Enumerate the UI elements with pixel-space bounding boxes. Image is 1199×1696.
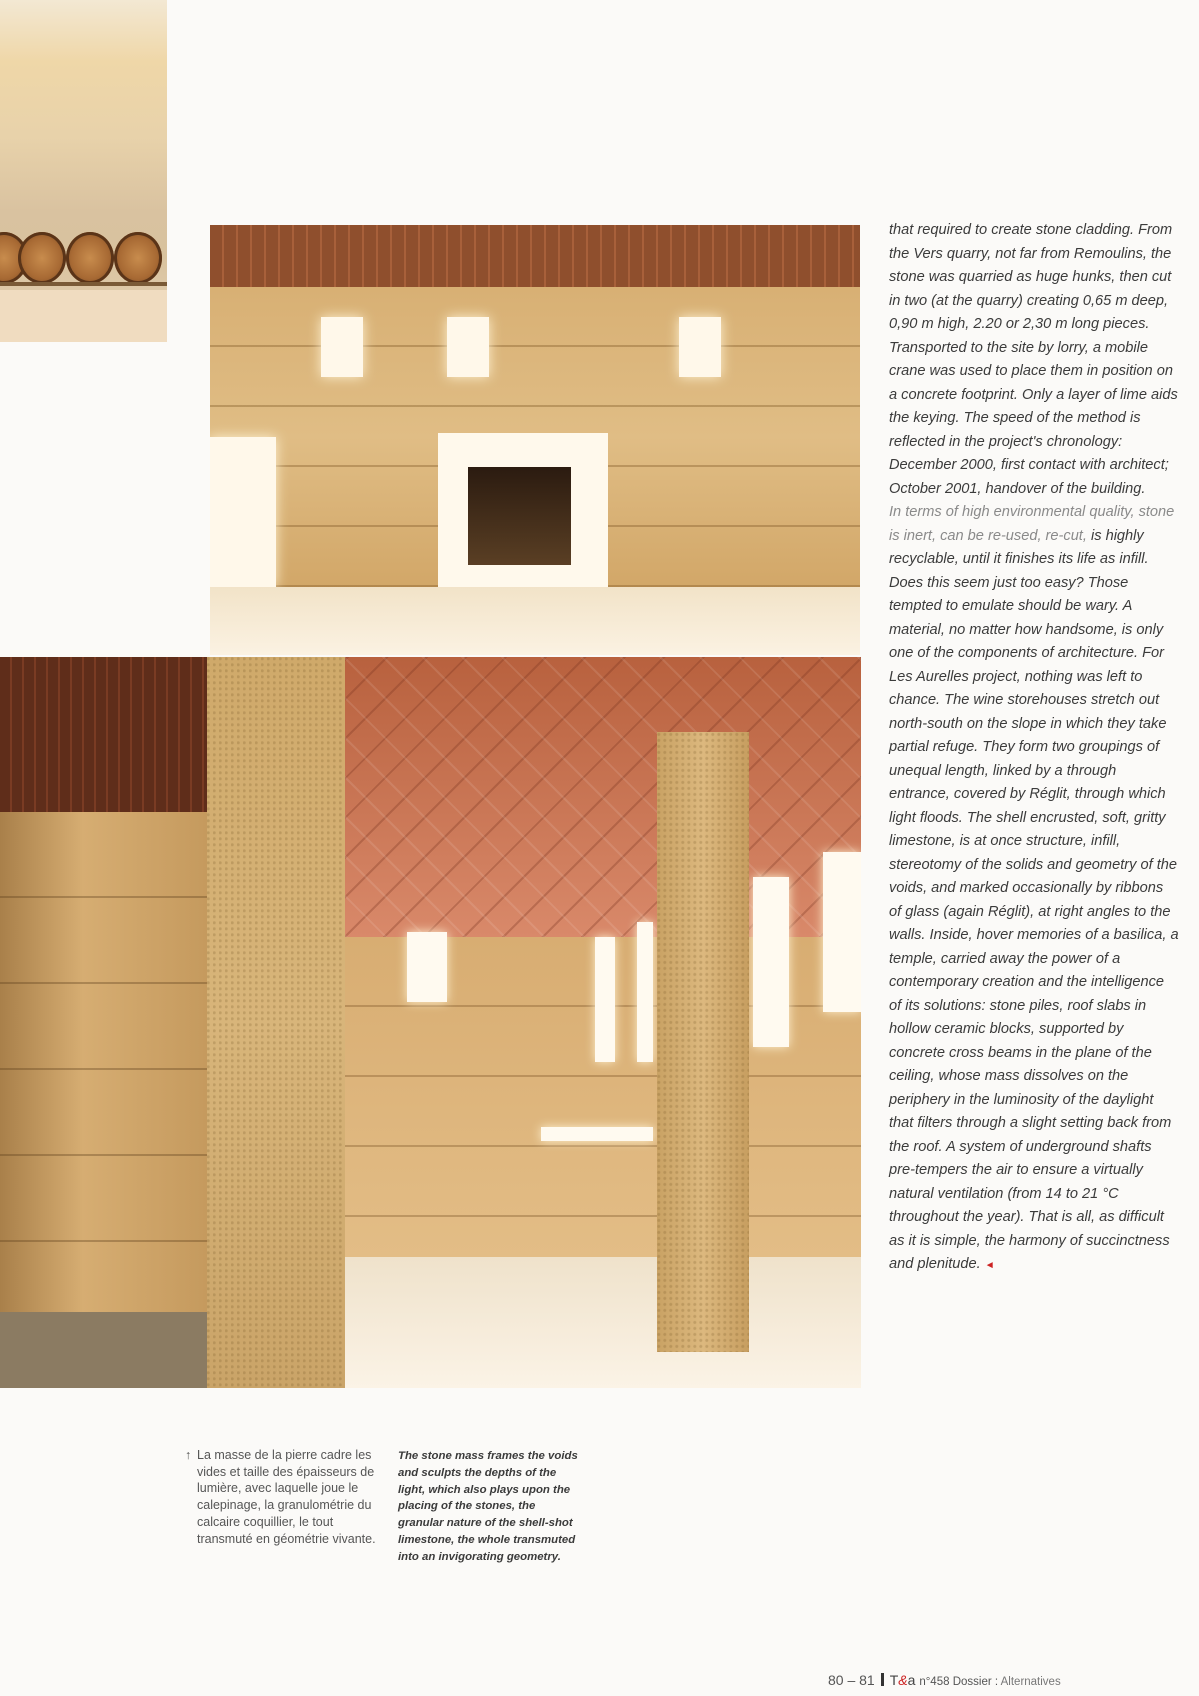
page-numbers: 80 – 81: [828, 1672, 875, 1688]
body-paragraph-lead: In terms of high environmental quality, stone is inert, can be re-used, re-cut,: [889, 504, 1175, 544]
light-slot: [321, 317, 363, 377]
magazine-logo-a: a: [907, 1672, 916, 1688]
concrete-floor: [345, 1257, 861, 1388]
barrel: [66, 232, 114, 284]
stone-pier: [657, 732, 749, 1352]
ceramic-ceiling: [0, 657, 207, 812]
article-body: [889, 219, 1179, 1278]
light-ribbon: [823, 852, 861, 1012]
light-ribbon: [753, 877, 789, 1047]
cellar-floor: [0, 290, 167, 342]
magazine-logo-ampersand: &: [898, 1672, 908, 1688]
light-ribbon: [637, 922, 653, 1062]
stone-pillar-photo: [207, 657, 345, 1388]
caption-french: [185, 1447, 389, 1547]
barrel-cellar-photo: [0, 0, 167, 342]
end-of-article-icon: ◄: [984, 1260, 995, 1271]
page-footer: [828, 1672, 1061, 1688]
body-paragraph-text: that required to create stone cladding. From the Vers quarry, not far from Remoulins, the stone was quarried as huge hunks, then cut in two (at the quarry) creating 0,65 m deep, 0,90 m high, 2.20 or 2,30 m long pieces. Transported to the site by lorry, a mobile crane was used to place them in position on a concrete footprint. Only a layer of lime aids the keying. The speed of the method is reflected in the project's chronology: December 2000, first contact with architect; October 2001, handover of the building.: [889, 222, 1178, 497]
storehouse-hall-photo: [345, 657, 861, 1388]
section-label: Alternatives: [1000, 1676, 1061, 1688]
ceramic-ceiling: [210, 225, 860, 287]
light-slot: [407, 932, 447, 1002]
caption-english-text: The stone mass frames the voids and sculpts the depths of the light, which also plays upon the placing of the stones, the granular nature of the shell-shot limestone, the whole transmuted into an invigorating geometry.: [398, 1450, 578, 1563]
stone-wall-portal-photo: [210, 225, 860, 655]
limestone-wall: [0, 812, 207, 1312]
light-slot: [679, 317, 721, 377]
up-arrow-icon: ↑: [185, 1448, 192, 1462]
side-opening: [210, 437, 276, 587]
glass-ribbon: [541, 1127, 653, 1141]
light-ribbon: [595, 937, 615, 1062]
dark-passage: [468, 467, 571, 565]
concrete-floor: [0, 1312, 207, 1388]
side-hall-photo: [0, 657, 207, 1388]
barrel: [18, 232, 66, 284]
barrel: [114, 232, 162, 284]
footer-divider: [881, 1673, 884, 1686]
body-paragraph: [889, 219, 1179, 501]
body-paragraph-text: is highly recyclable, until it finishes its life as infill. Does this seem just too easy? Those tempted to emulate should be wary. A material, no matter how handsome, is only one of the components of architecture. For Les Aurelles project, nothing was left to chance. The wine storehouses stretch out north-south on the slope in which they take partial refuge. They form two groupings of unequal length, linked by a through entrance, covered by Réglit, through which light floods. The shell encrusted, soft, gritty limestone, is at once structure, infill, stereotomy of the solids and geometry of the voids, and marked occasionally by ribbons of glass (again Réglit), at right angles to the walls. Inside, hover memories of a basilica, a temple, carried away the power of a contemporary creation and the intelligence of its solutions: stone piles, roof slabs in hollow ceramic blocks, supported by concrete cross beams in the plane of the ceiling, whose mass dissolves on the periphery in the luminosity of the daylight that filters through a slight setting back from the roof. A system of underground shafts pre-tempers the air to ensure a virtually natural ventilation (from 14 to 21 °C throughout the year). That is all, as difficult as it is simple, the harmony of succinctness and plenitude.: [889, 527, 1179, 1272]
caption-english: [398, 1448, 578, 1566]
issue-label: n°458 Dossier: [919, 1676, 992, 1688]
footer-colon: :: [991, 1676, 1001, 1688]
caption-french-text: La masse de la pierre cadre les vides et taille des épaisseurs de lumière, avec laquelle joue le calepinage, la granulométrie du calcaire coquillier, le tout transmuté en géométrie vivante.: [197, 1448, 376, 1546]
light-slot: [447, 317, 489, 377]
body-paragraph: [889, 501, 1179, 1278]
concrete-floor: [210, 587, 860, 655]
barrel-rack: [0, 282, 167, 286]
magazine-logo-t: T: [889, 1672, 899, 1688]
